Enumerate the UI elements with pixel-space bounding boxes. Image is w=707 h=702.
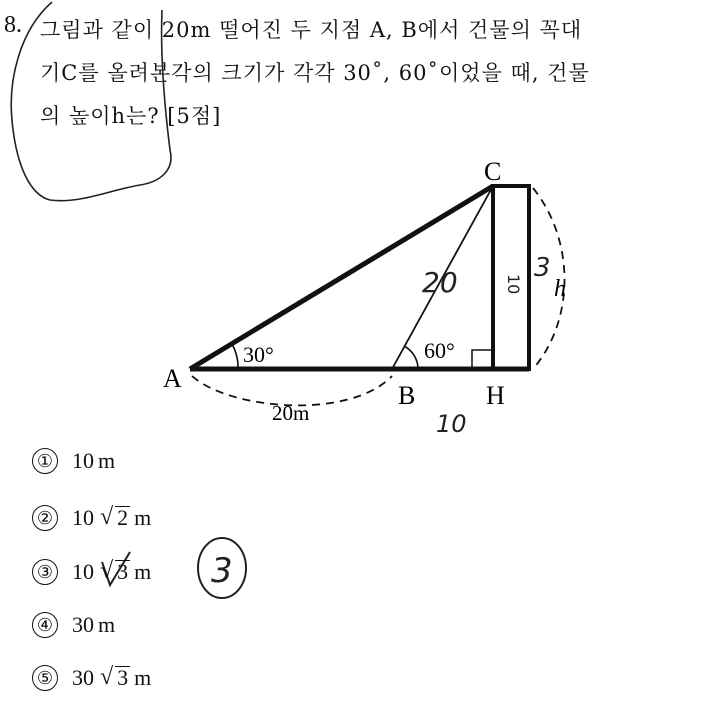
label-angle-a: 30° <box>243 342 274 367</box>
handwritten-h-mark: 3 <box>534 253 551 283</box>
angle-arc-a <box>232 344 238 369</box>
sqrt-icon: √ <box>100 504 114 530</box>
choice-3-unit: m <box>134 558 152 584</box>
choice-1-coef: 10 <box>72 448 94 473</box>
choice-4-coef: 30 <box>72 612 94 637</box>
choice-5-radicand: 3 <box>117 665 129 690</box>
label-distance-ab: 20m <box>272 401 310 425</box>
choice-2-coef: 10 <box>72 504 94 530</box>
choice-2[interactable] <box>32 504 151 531</box>
handwritten-bh-length: 10 <box>436 410 467 438</box>
choice-5-unit: m <box>134 664 152 690</box>
choice-1[interactable] <box>32 448 115 474</box>
question-number: 8. <box>4 12 22 38</box>
choice-5[interactable] <box>32 664 151 691</box>
question-text-line-1: 그림과 같이 20m 떨어진 두 지점 A, B에서 건물의 꼭대 <box>40 18 583 42</box>
choice-1-unit: m <box>98 448 116 473</box>
choice-1-marker: ① <box>32 448 58 474</box>
choice-5-coef: 30 <box>72 664 94 690</box>
label-point-h: H <box>486 381 505 410</box>
choice-3[interactable] <box>32 558 151 585</box>
label-point-b: B <box>398 381 416 410</box>
handwritten-answer: 3 <box>211 551 233 591</box>
handwritten-loop <box>11 2 171 201</box>
sqrt-icon: √ <box>100 558 114 584</box>
sqrt-icon: √ <box>100 664 114 690</box>
choice-2-unit: m <box>134 504 152 530</box>
question-text-line-2: 기C를 올려본각의 크기가 각각 30˚, 60˚이었을 때, 건물 <box>40 61 590 85</box>
label-height-h: h <box>554 276 566 302</box>
choice-4[interactable] <box>32 612 115 638</box>
choice-5-marker: ⑤ <box>32 665 58 691</box>
handwritten-ch-label: 10 <box>504 274 523 295</box>
right-angle-mark <box>472 350 493 369</box>
choice-3-coef: 10 <box>72 558 94 584</box>
choice-4-marker: ④ <box>32 612 58 638</box>
angle-arc-b <box>404 346 418 369</box>
label-point-c: C <box>484 157 502 186</box>
choice-2-radicand: 2 <box>117 505 129 530</box>
choice-3-marker: ③ <box>32 559 58 585</box>
question-text-line-3: 의 높이h는? [5점] <box>40 104 222 128</box>
label-angle-b: 60° <box>424 338 455 363</box>
handwritten-bc-length: 20 <box>422 266 458 299</box>
choice-3-radicand: 3 <box>117 559 129 584</box>
label-point-a: A <box>163 364 182 393</box>
choice-4-unit: m <box>98 612 116 637</box>
choice-2-marker: ② <box>32 505 58 531</box>
